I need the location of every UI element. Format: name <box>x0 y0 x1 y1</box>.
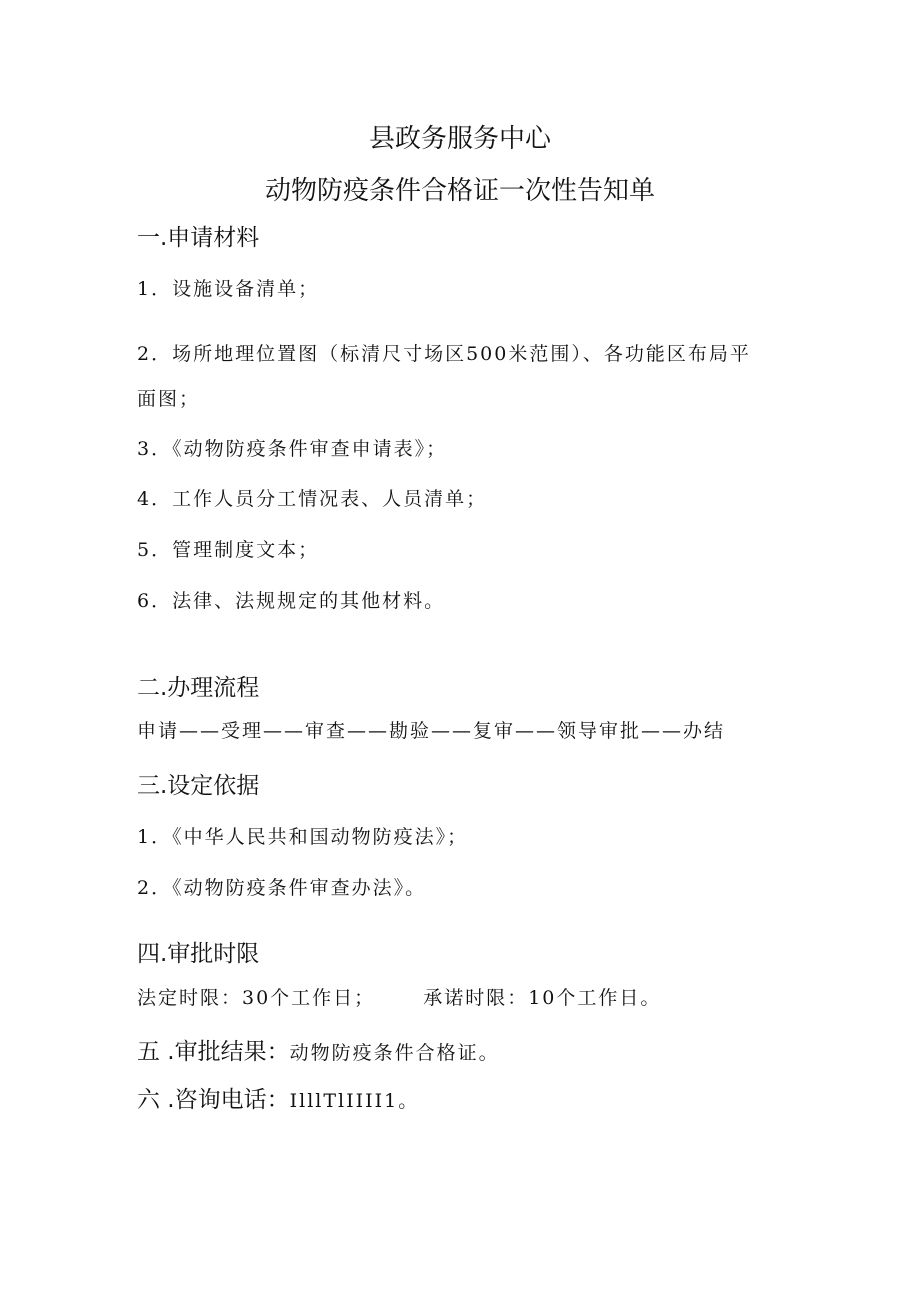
material-item-5: 5．管理制度文本； <box>137 539 320 561</box>
material-item-6: 6．法律、法规规定的其他材料。 <box>137 590 446 612</box>
title-line-1: 县政务服务中心 <box>368 124 551 154</box>
material-item-4: 4．工作人员分工情况表、人员清单； <box>137 488 488 510</box>
legal-time-limit: 法定时限：30个工作日； <box>137 987 376 1009</box>
section-heading-result: 五 .审批结果： <box>137 1039 290 1065</box>
basis-item-2: 2．《动物防疫条件审查办法》。 <box>137 877 427 899</box>
process-flow: 申请——受理——审查——勘验——复审——领导审批——办结 <box>137 720 726 742</box>
section-heading-phone: 六 .咨询电话： <box>137 1087 290 1113</box>
basis-item-1: 1．《中华人民共和国动物防疫法》； <box>137 826 469 848</box>
section-heading-time-limit: 四.审批时限 <box>137 941 260 967</box>
approval-result-row <box>137 1033 500 1066</box>
section-heading-process: 二.办理流程 <box>137 675 260 701</box>
title-line-2: 动物防疫条件合格证一次性告知单 <box>264 176 655 206</box>
material-item-1: 1．设施设备清单； <box>137 278 320 300</box>
consult-phone-value: IlllTlIIII1。 <box>289 1090 420 1112</box>
material-item-3: 3．《动物防疫条件审查申请表》； <box>137 438 448 460</box>
section-heading-materials: 一.申请材料 <box>137 225 260 251</box>
section-heading-basis: 三.设定依据 <box>137 773 260 799</box>
consult-phone-row <box>137 1081 419 1114</box>
material-item-2-continued: 面图； <box>137 388 201 410</box>
promised-time-limit: 承诺时限：10个工作日。 <box>423 987 662 1009</box>
material-item-2: 2．场所地理位置图（标清尺寸场区500米范围）、各功能区布局平 <box>137 343 751 365</box>
approval-result-value: 动物防疫条件合格证。 <box>289 1042 500 1064</box>
time-limit-row <box>137 983 661 1010</box>
